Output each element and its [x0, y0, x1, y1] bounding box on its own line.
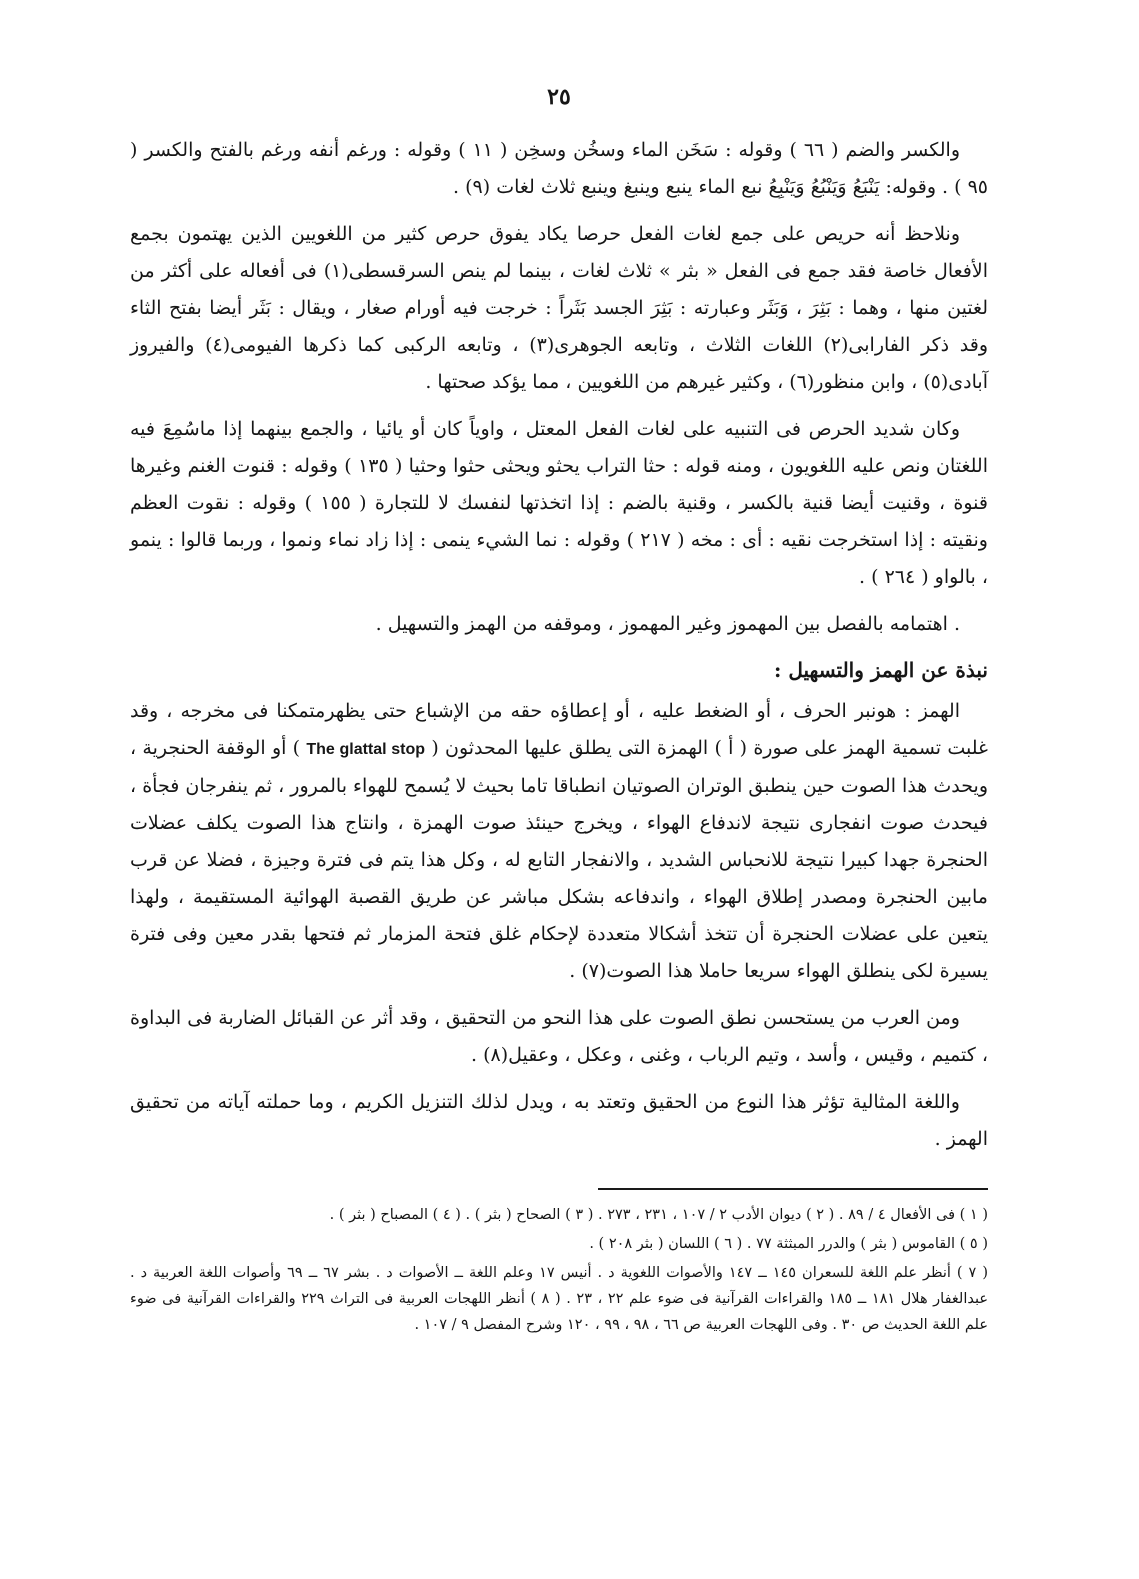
paragraph: وكان شديد الحرص فى التنبيه على لغات الفعل المعتل ، واوياً كان أو يائيا ، والجمع بينهما إذا ماسُمِعَ فيه اللغتان ونص عليه اللغويون ، ومنه قوله : حثا التراب يحثو ويحثى حثوا وحثيا ( ١٣٥ ) وقوله : قنوت الغنم وغيرها قنوة ، وقنيت أيضا قنية بالكسر ، وقنية بالضم : إذا اتخذتها لنفسك لا للتجارة ( ١٥٥ ) وقوله : نقوت العظم ونقيته : إذا استخرجت نقيه : أى : مخه ( ٢١٧ ) وقوله : نما الشيء ينمى : إذا زاد نماء ونموا ، وربما قالوا : ينمو ، بالواو ( ٢٦٤ ) .	[130, 418, 988, 588]
paragraph-hamz	[130, 693, 988, 990]
paragraph: ونلاحظ أنه حريص على جمع لغات الفعل حرصا يكاد يفوق حرص كثير من اللغويين الذين يهتمون بجمع الأفعال خاصة فقد جمع فى الفعل « بثر » ثلاث لغات ، بينما لم ينص السرقسطى(١) فى أفعاله على أكثر من لغتين منها ، وهما : بَثِرَ ، وَبَثَر وعبارته : بَثِرَ الجسد بَثَراً : خرجت فيه أورام صغار ، ويقال : بَثَر أيضا بفتح الثاء وقد ذكر الفارابى(٢) اللغات الثلاث ، وتابعه الجوهرى(٣) ، وتابعه الركبى كما ذكرها الفيومى(٤) والفيروز آبادى(٥) ، وابن منظور(٦) ، وكثير غيرهم من اللغويين ، مما يؤكد صحتها .	[130, 223, 989, 393]
hamz-text-after: ) أو الوقفة الحنجرية ، ويحدث هذا الصوت حين ينطبق الوتران الصوتيان انطباقا تاما بحيث لا يُسمح للهواء بالمرور ، ثم ينفرجان فجأة ، فيحدث صوت انفجارى نتيجة لاندفاع الهواء ، ويخرج حينئذ صوت الهمزة ، وانتاج هذا الصوت يكلف عضلات الحنجرة جهدا كبيرا نتيجة للانحباس الشديد ، والانفجار التابع له ، وكل هذا يتم فى فترة وجيزة ، فضلا عن قرب مابين الحنجرة ومصدر إطلاق الهواء ، واندفاعه بشكل مباشر عن طريق القصبة الهوائية المستقيمة ، ولهذا يتعين على عضلات الحنجرة أن تتخذ أشكالا متعددة لإحكام غلق فتحة المزمار ثم فتحها بقدر معين وفى فترة يسيرة لكى ينطلق الهواء سريعا حاملا هذا الصوت(٧) .	[130, 737, 988, 982]
latin-term: The glattal stop	[306, 741, 426, 758]
bullet-marker: .	[947, 613, 960, 635]
section-heading: نبذة عن الهمز والتسهيل :	[773, 658, 988, 682]
footnote: ( ٥ ) القاموس ( بثر ) والدرر المبثثة ٧٧ . ( ٦ ) اللسان ( بثر ٢٠٨ ) .	[589, 1236, 988, 1252]
bullet-text: اهتمامه بالفصل بين المهموز وغير المهموز ، وموقفه من الهمز والتسهيل .	[375, 613, 948, 635]
paragraph: واللغة المثالية تؤثر هذا النوع من الحقيق وتعتد به ، ويدل لذلك التنزيل الكريم ، وما حملته آياته من تحقيق الهمز .	[130, 1091, 988, 1150]
bullet-paragraph	[130, 606, 988, 643]
footnote: ( ١ ) فى الأفعال ٤ / ٨٩ . ( ٢ ) ديوان الأدب ٢ / ١٠٧ ، ٢٣١ ، ٢٧٣ . ( ٣ ) الصحاح ( بثر ) . ( ٤ ) المصباح ( بثر ) .	[329, 1207, 988, 1223]
paragraph: ومن العرب من يستحسن نطق الصوت على هذا النحو من التحقيق ، وقد أثر عن القبائل الضاربة فى البداوة ، كتميم ، وقيس ، وأسد ، وتيم الرباب ، وغنى ، وعكل ، وعقيل(٨) .	[130, 1007, 988, 1066]
document-page	[130, 70, 988, 1341]
paragraph: والكسر والضم ( ٦٦ ) وقوله : سَخَن الماء وسخُن وسخِن ( ١١ ) وقوله : ورغم أنفه ورغم بالفتح والكسر ( ٩٥ ) . وقوله: يَنْبَعُ وَيَنْبُعُ وَيَنْبِعُ نبع الماء ينبع وينبغ وينبع ثلاث لغات (٩) .	[130, 139, 988, 198]
footnote: ( ٧ ) أنظر علم اللغة للسعران ١٤٥ ــ ١٤٧ والأصوات اللغوية د . أنيس ١٧ وعلم اللغة ــ الأصوات د . بشر ٦٧ ــ ٦٩ وأصوات اللغة العربية د . عبدالغفار هلال ١٨١ ــ ١٨٥ والقراءات القرآنية فى ضوء علم ٢٢ ، ٢٣ . ( ٨ ) أنظر اللهجات العربية فى التراث ٢٢٩ والقراءات القرآنية فى ضوء علم اللغة الحديث ص ٣٠ . وفى اللهجات العربية ص ٦٦ ، ٩٨ ، ٩٩ ، ١٢٠ وشرح المفصل ٩ / ١٠٧ .	[130, 1265, 988, 1333]
page-number: ٢٥	[547, 84, 571, 110]
hamz-text-before: الهمز : هونبر الحرف ، أو الضغط عليه ، أو إعطاؤه حقه من الإشباع حتى يظهرمتمكنا فى مخرجه ، وقد غلبت تسمية الهمز على صورة ( أ ) الهمزة التى يطلق عليها المحدثون (	[130, 700, 988, 759]
footnote-divider	[598, 1188, 988, 1190]
